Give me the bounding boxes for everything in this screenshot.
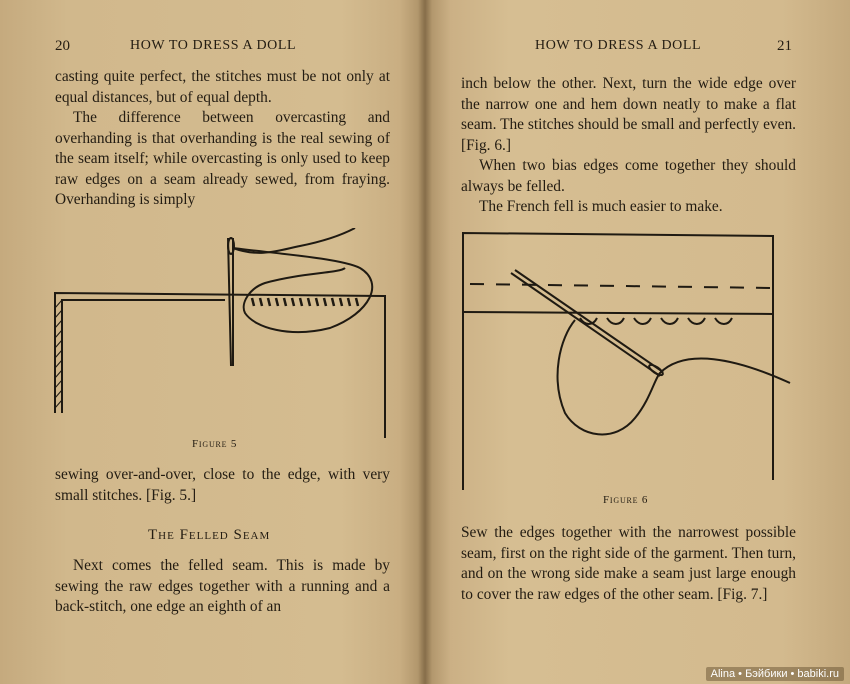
right-page-number: 21 [777, 38, 792, 54]
figure-5-caption: Figure 5 [192, 438, 238, 450]
right-running-head: HOW TO DRESS A DOLL [535, 38, 702, 53]
watermark: Alina • Бэйбики • babiki.ru [706, 667, 844, 681]
figure-5-overhand-stitch-illustration [40, 228, 395, 443]
left-paragraph-4: Next comes the felled seam. This is made by sewing the raw edges together with a running and a back-stitch, one edge an eighth of an [55, 557, 390, 615]
felled-seam-heading: The Felled Seam [148, 527, 271, 543]
figure-6-felled-seam-illustration [455, 228, 805, 493]
left-paragraph-2: The difference between overcasting and overhanding is that overhanding is the real sewing of the seam itself; while overcasting is only used to keep raw edges on a seam already sewed, from fraying. Overhanding is simply [55, 109, 390, 208]
right-paragraph-1: inch below the other. Next, turn the wide edge over the narrow one and hem down neatly to make a flat seam. The stitches should be small and perfectly even. [Fig. 6.] [461, 75, 796, 154]
left-paragraph-1: casting quite perfect, the stitches must be not only at equal distances, but of equal depth. [55, 68, 390, 106]
right-paragraph-2: When two bias edges come together they should always be felled. [461, 157, 796, 195]
right-paragraph-3: The French fell is much easier to make. [479, 198, 723, 215]
left-running-head: HOW TO DRESS A DOLL [130, 38, 297, 53]
left-paragraph-3: sewing over-and-over, close to the edge, with very small stitches. [Fig. 5.] [55, 466, 390, 504]
right-paragraph-4: Sew the edges together with the narrowest possible seam, first on the right side of the garment. Then turn, and on the wrong side make a seam just large enough to cover the raw edges of the other seam. [Fig. 7.] [461, 524, 796, 603]
right-page [425, 0, 850, 684]
left-page-number: 20 [55, 38, 70, 54]
figure-6-caption: Figure 6 [603, 494, 649, 506]
